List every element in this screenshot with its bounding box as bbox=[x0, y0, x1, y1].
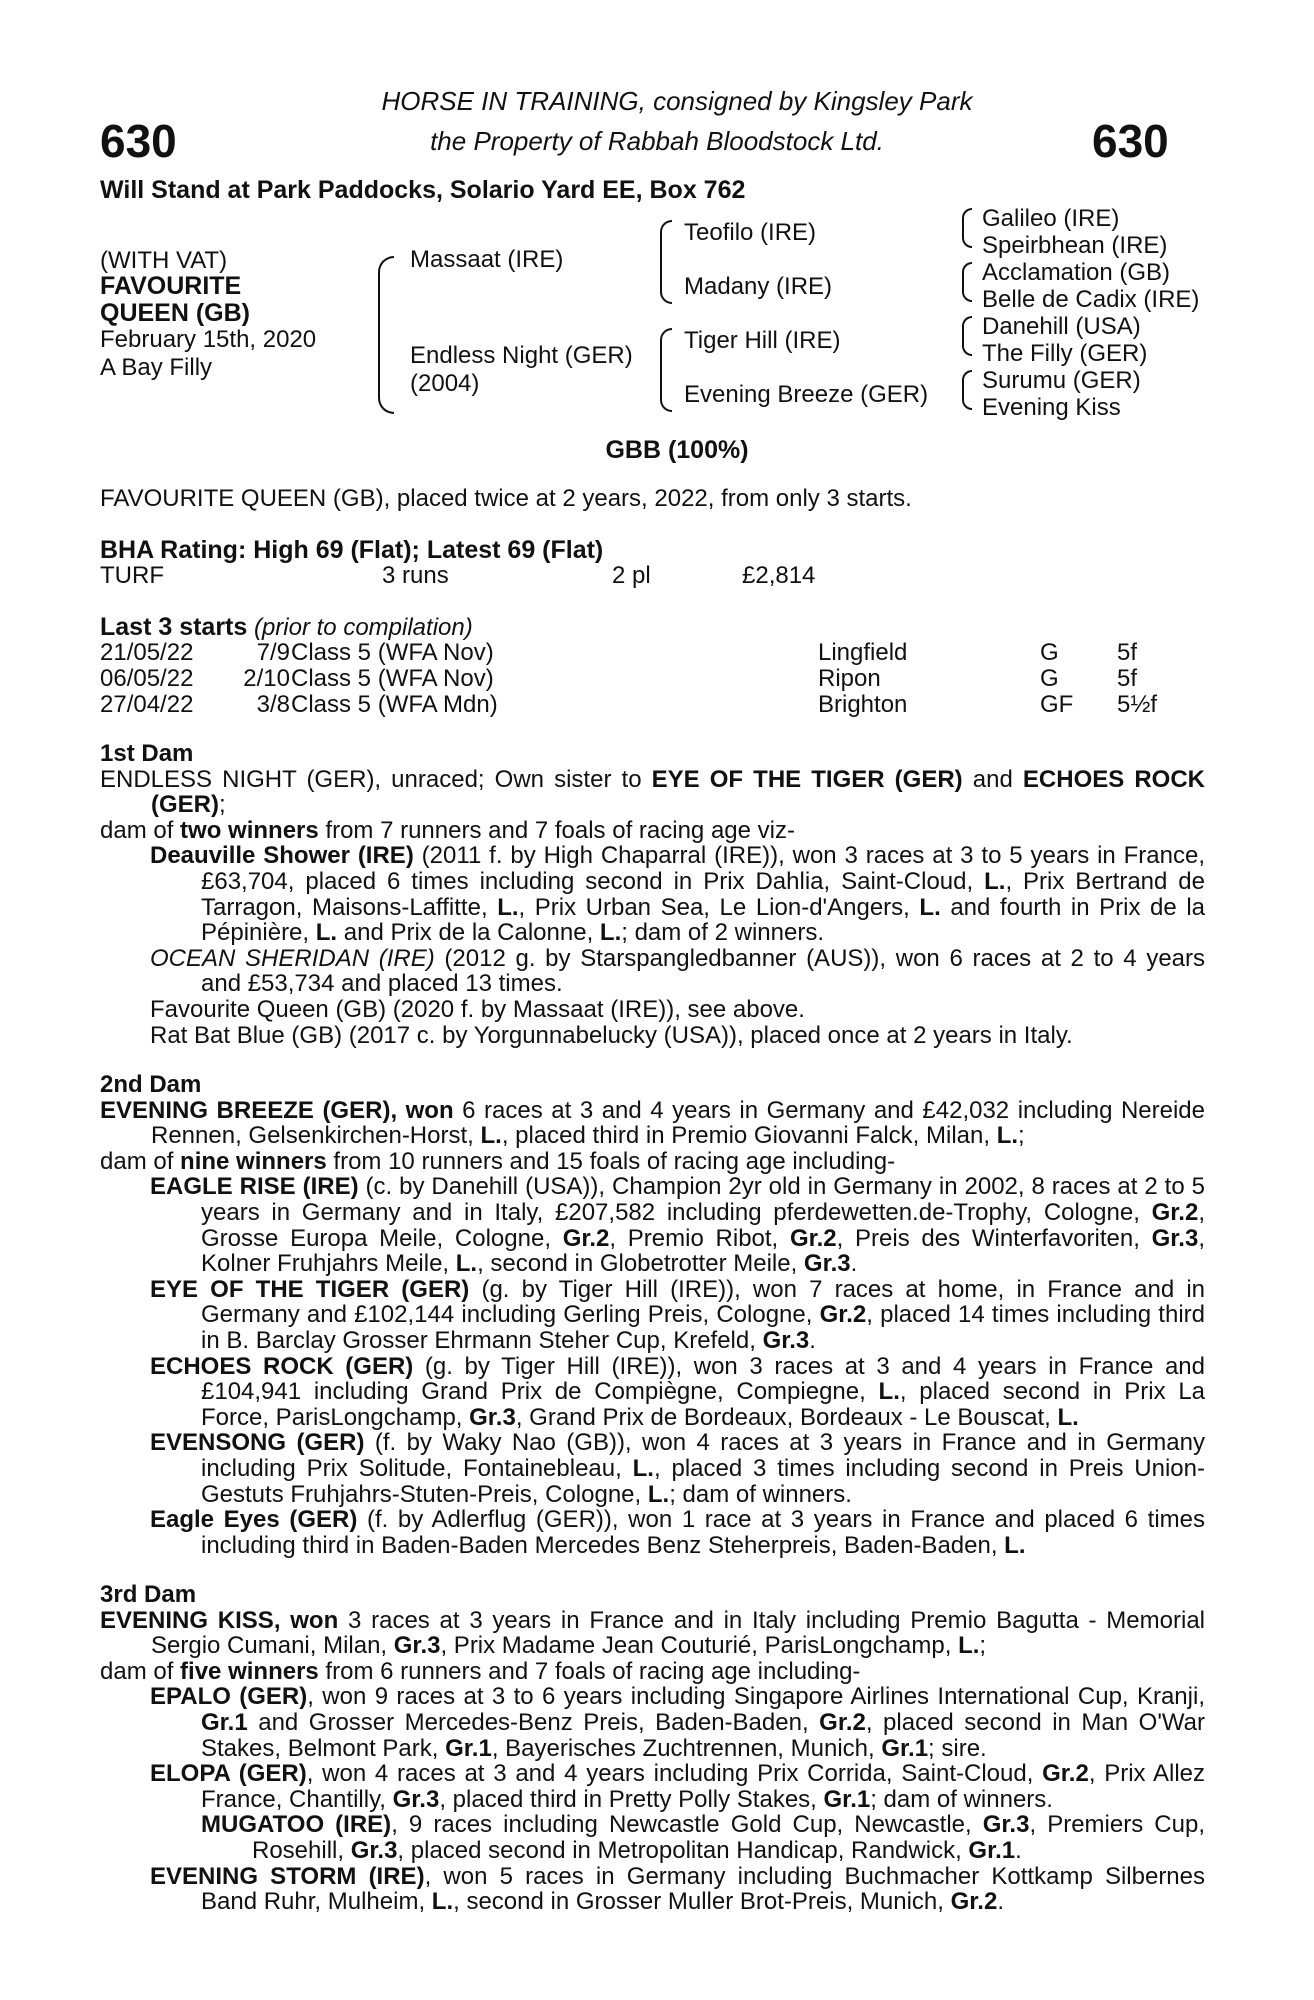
text: and Grosser Mercedes-Benz Preis, Baden-Baden, bbox=[247, 1708, 820, 1736]
start-course: Ripon bbox=[818, 665, 881, 692]
listed-mark: L. bbox=[497, 893, 519, 921]
produce-name: EAGLE RISE (IRE) bbox=[150, 1173, 359, 1201]
text: , placed second in Metropolitan Handicap, Randwick, bbox=[397, 1836, 969, 1864]
text: 6 races at 3 and 4 years in Germany and £42,032 including Nereide Rennen, Gelsenkirchen-Horst, bbox=[151, 1096, 1206, 1150]
start-race: Class 5 (WFA Nov) bbox=[291, 639, 494, 666]
group-mark: Gr.2 bbox=[819, 1301, 867, 1329]
first-dam-title: 1st Dam bbox=[100, 740, 194, 767]
listed-mark: L. bbox=[919, 893, 941, 921]
text: . bbox=[850, 1250, 858, 1278]
text: . bbox=[997, 1888, 1004, 1916]
text: , Premiers Cup, Rosehill, bbox=[252, 1811, 1205, 1864]
text: , 9 races including Newcastle Gold Cup, Newcastle, bbox=[391, 1811, 983, 1839]
listed-mark: L. bbox=[647, 1480, 670, 1508]
produce-rat-bat-blue: Rat Bat Blue (GB) (2017 c. by Yorgunnabelucky (USA)), placed once at 2 years in Italy. bbox=[150, 1021, 1073, 1049]
text: , placed second in Man O'War Stakes, Belmont Park, bbox=[201, 1708, 1206, 1762]
text: (g. by Tiger Hill (IRE)), won 3 races at 3 and 4 years in France and £104,941 including Grand Prix de Compiègne, Compiegne, bbox=[201, 1352, 1205, 1406]
start-course: Brighton bbox=[818, 691, 908, 718]
text: , Grand Prix de Bordeaux, Bordeaux - Le Bouscat, bbox=[515, 1403, 1058, 1431]
listed-mark: L. bbox=[315, 919, 338, 947]
text: 3 races at 3 years in France and in Italy including Premio Bagutta - Memorial Sergio Cumani, Milan, bbox=[151, 1606, 1205, 1660]
start-position: 3/8 bbox=[256, 691, 290, 718]
pedigree-brace-3b bbox=[962, 262, 972, 302]
third-dam-title: 3rd Dam bbox=[100, 1581, 197, 1608]
group-mark: Gr.3 bbox=[803, 1250, 851, 1278]
horse-name-line2: QUEEN (GB) bbox=[100, 299, 250, 327]
start-distance: 5f bbox=[1117, 665, 1138, 692]
produce-epalo bbox=[100, 1684, 1205, 1761]
start-distance: 5½f bbox=[1117, 691, 1158, 718]
text: ; dam of 2 winners. bbox=[621, 919, 824, 947]
horse-description: A Bay Filly bbox=[100, 354, 213, 381]
start-going: G bbox=[1040, 639, 1059, 666]
text: from 10 runners and 15 foals of racing age including- bbox=[326, 1147, 896, 1175]
start-going: GF bbox=[1040, 691, 1074, 718]
property-line: the Property of Rabbah Bloodstock Ltd. bbox=[430, 126, 884, 156]
foaled-date: February 15th, 2020 bbox=[100, 326, 317, 353]
group-mark: Gr.3 bbox=[1151, 1224, 1199, 1252]
text: ; sire. bbox=[928, 1734, 987, 1762]
start-race: Class 5 (WFA Nov) bbox=[291, 665, 494, 692]
produce-name: EYE OF THE TIGER (GER) bbox=[150, 1275, 470, 1303]
dam-sire: Tiger Hill (IRE) bbox=[684, 327, 841, 354]
last-starts-title: Last 3 starts bbox=[100, 613, 248, 641]
group-mark: Gr.2 bbox=[1042, 1760, 1089, 1788]
text: from 7 runners and 7 foals of racing age viz- bbox=[318, 816, 795, 844]
text: dam of bbox=[100, 1657, 181, 1685]
lot-number-left: 630 bbox=[100, 115, 177, 167]
text: and bbox=[962, 765, 1023, 793]
pedigree-brace-3a bbox=[962, 208, 972, 248]
group-mark: Gr.2 bbox=[789, 1224, 837, 1252]
text: , Kolner Fruhjahrs Meile, bbox=[201, 1224, 1205, 1278]
text: , Prix Bertrand de Tarragon, Maisons-Laffitte, bbox=[201, 867, 1205, 921]
listed-mark: L. bbox=[431, 1888, 454, 1916]
listed-mark: L. bbox=[878, 1378, 900, 1406]
sire-sire: Teofilo (IRE) bbox=[684, 219, 817, 246]
produce-mugatoo bbox=[100, 1812, 1205, 1863]
text: , won bbox=[273, 1606, 339, 1634]
pedigree-brace-2a bbox=[660, 220, 672, 304]
text: , Grosse Europa Meile, Cologne, bbox=[201, 1198, 1205, 1252]
text: , won 4 races at 3 and 4 years including Prix Corrida, Saint-Cloud, bbox=[306, 1760, 1043, 1788]
text: , placed third in Pretty Polly Stakes, bbox=[439, 1785, 824, 1813]
produce-eye-of-the-tiger bbox=[100, 1277, 1205, 1354]
third-dam-produce-summary bbox=[100, 1659, 1205, 1685]
text: , placed third in Premio Giovanni Falck, Milan, bbox=[501, 1122, 997, 1150]
gbb-rating: GBB (100%) bbox=[605, 436, 749, 464]
produce-ocean-sheridan bbox=[100, 946, 1205, 997]
group-mark: Gr.2 bbox=[950, 1888, 998, 1916]
listed-mark: L. bbox=[455, 1250, 478, 1278]
consignor-line: HORSE IN TRAINING, consigned by Kingsley Park bbox=[381, 86, 973, 116]
stand-line: Will Stand at Park Paddocks, Solario Yard EE, Box 762 bbox=[100, 176, 746, 204]
text: from 6 runners and 7 foals of racing age including- bbox=[318, 1657, 861, 1685]
listed-mark: L. bbox=[632, 1454, 654, 1482]
start-position: 2/10 bbox=[243, 665, 290, 692]
text: , Prix Madame Jean Couturié, ParisLongchamp, bbox=[440, 1632, 959, 1660]
gg-5: Danehill (USA) bbox=[982, 313, 1141, 340]
listed-mark: L. bbox=[958, 1632, 980, 1660]
start-position: 7/9 bbox=[256, 639, 290, 666]
gg-6: The Filly (GER) bbox=[982, 340, 1148, 367]
group-mark: Gr.1 bbox=[881, 1734, 929, 1762]
rating-earnings: £2,814 bbox=[742, 562, 816, 589]
first-dam-produce-summary bbox=[100, 818, 1205, 844]
text: and fourth in Prix de la Pépinière, bbox=[201, 893, 1206, 947]
group-mark: Gr.2 bbox=[562, 1224, 610, 1252]
text: , Preis des Winterfavoriten, bbox=[836, 1224, 1152, 1252]
text: dam of bbox=[100, 1147, 181, 1175]
last-starts-heading bbox=[100, 613, 473, 642]
produce-favourite-queen: Favourite Queen (GB) (2020 f. by Massaat (IRE)), see above. bbox=[150, 995, 805, 1023]
produce-name: ELOPA (GER) bbox=[150, 1760, 307, 1788]
gg-4: Belle de Cadix (IRE) bbox=[982, 286, 1200, 313]
second-dam-title: 2nd Dam bbox=[100, 1071, 202, 1098]
text: , second in Globetrotter Meile, bbox=[477, 1250, 804, 1278]
listed-mark: L. bbox=[984, 867, 1006, 895]
produce-evening-storm bbox=[100, 1864, 1205, 1915]
third-dam-section bbox=[100, 1582, 1205, 1915]
produce-name: MUGATOO (IRE) bbox=[201, 1811, 392, 1839]
start-date: 21/05/22 bbox=[100, 639, 194, 666]
produce-name: EVENING STORM (IRE) bbox=[150, 1862, 425, 1890]
second-dam-produce-summary bbox=[100, 1149, 1205, 1175]
start-course: Lingfield bbox=[818, 639, 908, 666]
dam-year: (2004) bbox=[410, 370, 480, 397]
text: , Prix Urban Sea, Le Lion-d'Angers, bbox=[518, 893, 920, 921]
lot-number-right: 630 bbox=[1092, 115, 1169, 167]
horse-name-line1: FAVOURITE bbox=[100, 272, 242, 300]
second-dam-record bbox=[100, 1098, 1205, 1149]
text: dam of bbox=[100, 816, 181, 844]
text: ENDLESS NIGHT (GER), unraced; Own sister to bbox=[100, 765, 652, 793]
produce-echoes-rock bbox=[100, 1354, 1205, 1431]
produce-name: OCEAN SHERIDAN (IRE) bbox=[150, 944, 435, 972]
dam: Endless Night (GER) bbox=[410, 342, 633, 369]
text: (g. by Tiger Hill (IRE)), won 7 races at home, in France and in Germany and £102,144 including Gerling Preis, Cologne, bbox=[201, 1275, 1205, 1329]
listed-mark: L. bbox=[1057, 1403, 1079, 1431]
text: (f. by Waky Nao (GB)), won 4 races at 3 years in France and in Germany including Prix Solitude, Fontainebleau, bbox=[201, 1429, 1205, 1482]
dam-dam: Evening Breeze (GER) bbox=[684, 381, 929, 408]
race-summary: FAVOURITE QUEEN (GB), placed twice at 2 years, 2022, from only 3 starts. bbox=[100, 485, 912, 512]
text: and Prix de la Calonne, bbox=[337, 919, 600, 947]
start-going: G bbox=[1040, 665, 1059, 692]
gg-1: Galileo (IRE) bbox=[982, 205, 1120, 232]
group-mark: Gr.3 bbox=[762, 1326, 810, 1354]
dam-name: EVENING KISS bbox=[100, 1606, 274, 1634]
text: ; dam of winners. bbox=[669, 1480, 852, 1508]
winners-count: nine winners bbox=[180, 1147, 327, 1175]
group-mark: Gr.1 bbox=[445, 1734, 492, 1762]
text: (c. by Danehill (USA)), Champion 2yr old in Germany in 2002, 8 races at 2 to 5 years in Germany and in Italy, £207,582 including pferdewetten.de-Trophy, Cologne, bbox=[201, 1173, 1205, 1226]
group-mark: Gr.2 bbox=[819, 1708, 866, 1736]
text: (f. by Adlerflug (GER)), won 1 race at 3 years in France and placed 6 times including third in Baden-Baden Mercedes Benz Steherpreis, Baden-Baden, bbox=[201, 1506, 1205, 1559]
text: ; dam of winners. bbox=[870, 1785, 1053, 1813]
sire-dam: Madany (IRE) bbox=[684, 273, 833, 300]
vat-note: (WITH VAT) bbox=[100, 247, 228, 274]
listed-mark: L. bbox=[996, 1122, 1019, 1150]
text: , placed 3 times including second in Preis Union-Gestuts Fruhjahrs-Stuten-Preis, Cologne, bbox=[201, 1454, 1205, 1508]
gg-3: Acclamation (GB) bbox=[982, 259, 1171, 286]
start-date: 06/05/22 bbox=[100, 665, 194, 692]
text: , won bbox=[390, 1096, 454, 1124]
gg-7: Surumu (GER) bbox=[982, 367, 1141, 394]
text: ; bbox=[979, 1632, 987, 1660]
start-race: Class 5 (WFA Mdn) bbox=[291, 691, 498, 718]
text: , Bayerisches Zuchtrennen, Munich, bbox=[491, 1734, 882, 1762]
group-mark: Gr.2 bbox=[1151, 1198, 1199, 1226]
first-dam-section bbox=[100, 741, 1205, 1048]
produce-eagle-eyes bbox=[100, 1507, 1205, 1558]
produce-eagle-rise bbox=[100, 1174, 1205, 1276]
produce-elopa bbox=[100, 1761, 1205, 1812]
listed-mark: L. bbox=[599, 919, 622, 947]
group-mark: Gr.3 bbox=[350, 1836, 398, 1864]
group-mark: Gr.1 bbox=[201, 1708, 248, 1736]
last-starts-note: (prior to compilation) bbox=[253, 614, 473, 641]
group-mark: Gr.3 bbox=[469, 1403, 516, 1431]
start-distance: 5f bbox=[1117, 639, 1138, 666]
first-dam-intro bbox=[100, 767, 1205, 818]
group-mark: Gr.3 bbox=[392, 1785, 440, 1813]
text: ; bbox=[219, 791, 226, 819]
text: , won 9 races at 3 to 6 years including Singapore Airlines International Cup, Kranji, bbox=[307, 1683, 1205, 1711]
text: , won 5 races in Germany including Buchmacher Kottkamp Silbernes Band Ruhr, Mulheim, bbox=[201, 1862, 1206, 1916]
gg-8: Evening Kiss bbox=[982, 394, 1121, 421]
sire: Massaat (IRE) bbox=[410, 246, 564, 273]
group-mark: Gr.3 bbox=[393, 1632, 441, 1660]
group-mark: Gr.3 bbox=[982, 1811, 1030, 1839]
text: ; bbox=[1018, 1122, 1025, 1150]
second-dam-section bbox=[100, 1072, 1205, 1558]
listed-mark: L. bbox=[480, 1122, 502, 1150]
group-mark: Gr.1 bbox=[968, 1836, 1016, 1864]
start-date: 27/04/22 bbox=[100, 691, 194, 718]
pedigree-brace-3c bbox=[962, 316, 972, 356]
third-dam-record bbox=[100, 1608, 1205, 1659]
winners-count: two winners bbox=[180, 816, 319, 844]
produce-evensong bbox=[100, 1430, 1205, 1507]
relative-name: ECHOES ROCK (GER) bbox=[151, 765, 1205, 819]
group-mark: Gr.1 bbox=[823, 1785, 871, 1813]
text: , placed second in Prix La Force, ParisLongchamp, bbox=[201, 1378, 1206, 1431]
produce-name: EPALO (GER) bbox=[150, 1683, 308, 1711]
text: , placed 14 times including third in B. Barclay Grosser Ehrmann Steher Cup, Krefeld, bbox=[201, 1301, 1205, 1354]
produce-name: ECHOES ROCK (GER) bbox=[150, 1352, 414, 1380]
text: , second in Grosser Muller Brot-Preis, Munich, bbox=[453, 1888, 951, 1916]
produce-name: Eagle Eyes (GER) bbox=[150, 1506, 358, 1534]
produce-name: Deauville Shower (IRE) bbox=[150, 842, 414, 870]
gg-2: Speirbhean (IRE) bbox=[982, 232, 1168, 259]
pedigree-brace-1 bbox=[378, 256, 394, 414]
text: (2012 g. by Starspangledbanner (AUS)), won 6 races at 2 to 4 years and £53,734 and placed 13 times. bbox=[201, 944, 1205, 998]
winners-count: five winners bbox=[180, 1657, 319, 1685]
rating-placed: 2 pl bbox=[612, 562, 651, 589]
produce-name: EVENSONG (GER) bbox=[150, 1429, 365, 1457]
text: . bbox=[809, 1326, 816, 1354]
pedigree-brace-3d bbox=[962, 370, 972, 410]
produce-deauville-shower bbox=[100, 843, 1205, 945]
text: . bbox=[1015, 1836, 1022, 1864]
text: (2011 f. by High Chaparral (IRE)), won 3 races at 3 to 5 years in France, £63,704, placed 6 times including second in Prix Dahlia, Saint-Cloud, bbox=[201, 842, 1205, 895]
pedigree-brace-2b bbox=[660, 328, 672, 412]
text: , Prix Allez France, Chantilly, bbox=[201, 1760, 1205, 1813]
relative-name: EYE OF THE TIGER (GER) bbox=[651, 765, 963, 793]
bha-rating: BHA Rating: High 69 (Flat); Latest 69 (Flat) bbox=[100, 536, 604, 564]
listed-mark: L. bbox=[1004, 1531, 1026, 1559]
rating-runs: 3 runs bbox=[382, 562, 449, 589]
rating-surface: TURF bbox=[100, 562, 164, 589]
text: , Premio Ribot, bbox=[609, 1224, 790, 1252]
dam-name: EVENING BREEZE (GER) bbox=[100, 1096, 391, 1124]
